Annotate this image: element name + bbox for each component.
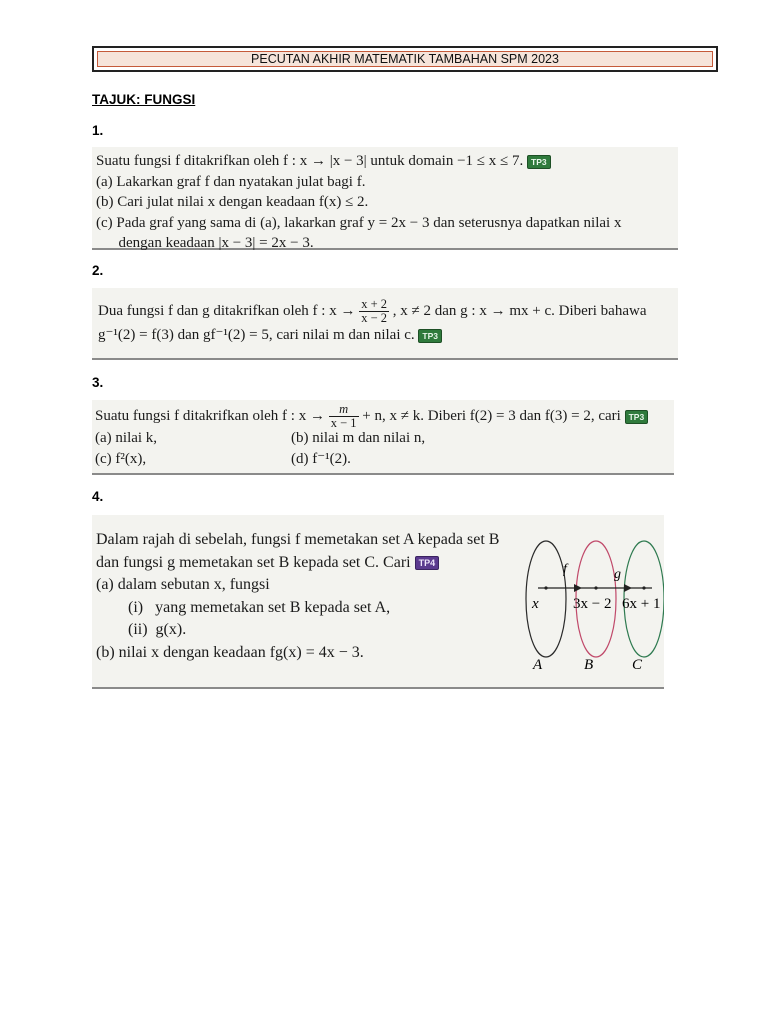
fraction-denominator: x − 1 [330,416,357,430]
arrow-diagram [518,531,664,671]
question-3-part: (d) f⁻¹(2). [291,450,351,467]
question-1-line: (a) Lakarkan graf f dan nyatakan julat bagi f. [96,173,366,190]
question-1-line: (b) Cari julat nilai x dengan keadaan f(x) ≤ 2. [96,194,369,210]
set-label-b: B [584,657,594,671]
set-label-c: C [632,657,643,671]
fraction [329,403,359,430]
question-4-line: (i) yang memetakan set B kepada set A, [96,598,391,616]
question-3-line [95,403,674,430]
point-x [544,586,547,589]
question-4-number: 4. [92,489,104,504]
question-3-panel [92,400,674,475]
question-4-line-2: dan fungsi g memetakan set B kepada set C. Cari [96,553,411,571]
tp-badge: TP4 [415,556,440,570]
element-b: 3x − 2 [573,596,612,612]
question-2-line-2: g⁻¹(2) = f(3) dan gf⁻¹(2) = 5, cari nilai m dan nilai c. [98,327,415,343]
question-4-line: (ii) g(x). [96,621,187,638]
question-4-panel [92,515,664,689]
question-2-line [98,325,678,346]
question-3-stem-start: Suatu fungsi f ditakrifkan oleh f : x → [95,407,325,424]
header-inner [97,51,713,67]
question-3-parts-row [95,428,674,449]
question-3-stem-end: + n, x ≠ k. Diberi f(2) = 3 dan f(3) = 2, cari [362,407,621,424]
question-4-line: (b) nilai x dengan keadaan fg(x) = 4x − 3. [96,643,364,661]
question-3-number: 3. [92,375,104,390]
question-2-line [98,298,678,325]
fraction-denominator: x − 2 [361,311,388,325]
question-3-parts-row [95,449,674,470]
fraction [359,298,389,325]
question-3-part: (c) f²(x), [95,450,147,467]
map-label-f: f [563,562,567,577]
question-3-part: (a) nilai k, [95,430,158,446]
tp-badge: TP3 [418,329,442,343]
topic-heading: TAJUK: FUNGSI [92,92,196,107]
map-label-g: g [614,567,621,582]
question-2-stem-start: Dua fungsi f dan g ditakrifkan oleh f : x → [98,302,356,319]
question-3-part: (b) nilai m dan nilai n, [291,430,426,446]
question-1-line [96,151,678,172]
arrow-head-g [624,584,632,592]
question-2-stem-end: , x ≠ 2 dan g : x → mx + c. Diberi bahawa [392,302,647,319]
question-2-panel [92,288,678,360]
fraction-numerator: x + 2 [361,297,388,311]
question-1-panel [92,147,678,250]
element-a: x [532,596,539,612]
question-4-line: (a) dalam sebutan x, fungsi [96,576,270,593]
page-title: PECUTAN AKHIR MATEMATIK TAMBAHAN SPM 2023 [251,52,559,66]
element-c: 6x + 1 [622,596,661,612]
tp-badge: TP3 [527,155,551,169]
point-6x-1 [642,586,645,589]
arrow-head-f [574,584,582,592]
question-1-stem: Suatu fungsi f ditakrifkan oleh f : x → |x − 3| untuk domain −1 ≤ x ≤ 7. [96,153,524,169]
question-2-number: 2. [92,263,104,278]
question-1-line: dengan keadaan |x − 3| = 2x − 3. [96,235,314,251]
set-label-a: A [533,657,543,671]
question-1-number: 1. [92,123,104,138]
question-4-line: Dalam rajah di sebelah, fungsi f memetakan set A kepada set B [96,531,500,548]
fraction-numerator: m [329,403,359,417]
question-1-line: (c) Pada graf yang sama di (a), lakarkan graf y = 2x − 3 dan seterusnya dapatkan nilai x [96,214,622,231]
header-box [92,46,718,72]
point-3x-2 [594,586,597,589]
tp-badge: TP3 [625,410,649,424]
